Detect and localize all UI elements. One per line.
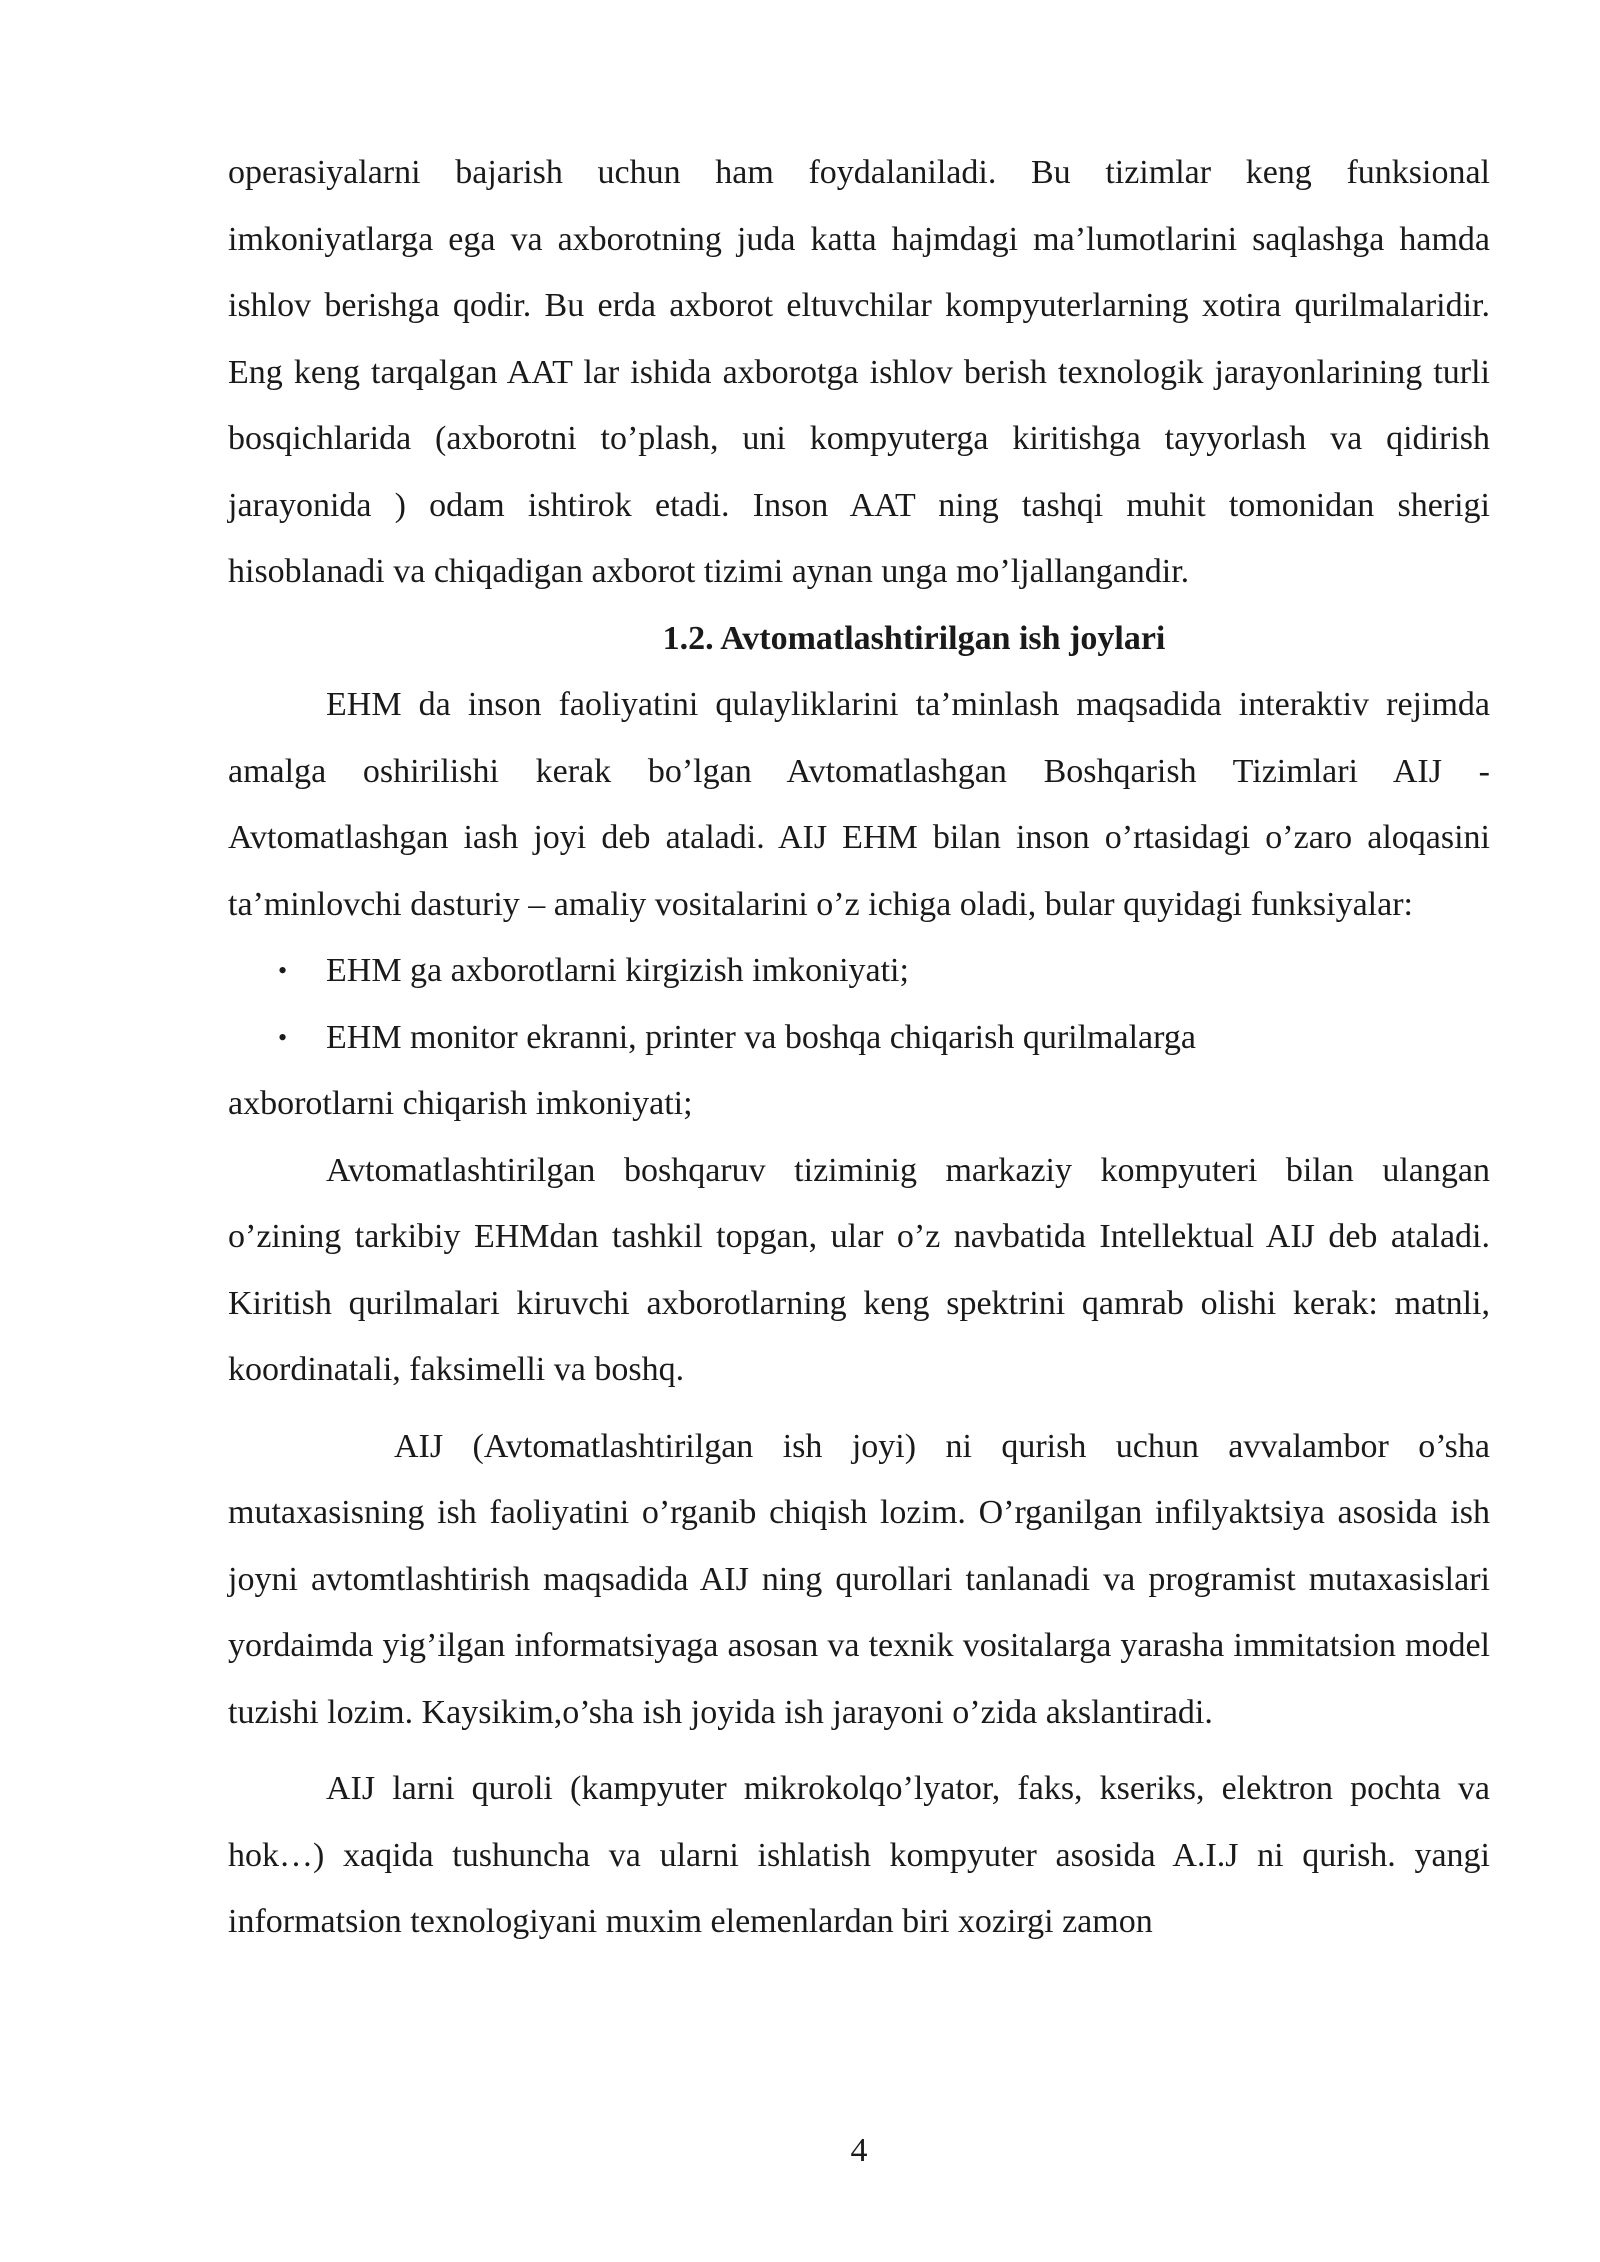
paragraph-aij-tools: AIJ larni quroli (kampyuter mikrokolqo’lyator, faks, kseriks, elektron pochta va hok…) xaqida tushuncha va ularni ishlatish kompyuter asosida A.I.J ni qurish. yangi informatsion texnologiyani muxim elemenlardan biri xozirgi zamon [228,1770,1490,1940]
list-item [228,1005,1490,1072]
intro-paragraph: operasiyalarni bajarish uchun ham foydalaniladi. Bu tizimlar keng funksional imkoniyatlarga ega va axborotning juda katta hajmdagi ma’lumotlarini saqlashga hamda ishlov berishga qodir. Bu erda axborot eltuvchilar kompyuterlarning xotira qurilmalaridir. Eng keng tarqalgan AAT lar ishida axborotga ishlov berish texnologik jarayonlarining turli bosqichlarida (axborotni to’plash, uni kompyuterga kiritishga tayyorlash va qidirish jarayonida ) odam ishtirok etadi. Inson AAT ning tashqi muhit tomonidan sherigi hisoblanadi va chiqadigan axborot tizimi aynan unga mo’ljallangandir. [228,154,1490,590]
list-item-text: EHM monitor ekranni, printer va boshqa chiqarish qurilmalarga [326,1018,1196,1056]
list-item-text: EHM ga axborotlarni kirgizish imkoniyati; [326,952,909,989]
section-heading: 1.2. Avtomatlashtirilgan ish joylari [662,619,1166,657]
paragraph-aij-building: AIJ (Avtomatlashtirilgan ish joyi) ni qurish uchun avvalambor o’sha mutaxasisning ish faoliyatini o’rganib chiqish lozim. O’rganilgan infilyaktsiya asosida ish joyni avtomtlashtirish maqsadida AIJ ning qurollari tanlanadi va programist mutaxasislari yordaimda yig’ilgan informatsiyaga asosan va texnik vositalarga yarasha immitatsion model tuzishi lozim. Kaysikim,o’sha ish joyida ish jarayoni o’zida akslantiradi. [228,1427,1490,1731]
page-number: 4 [850,2132,868,2169]
paragraph-aij-definition: EHM da inson faoliyatini qulayliklarini ta’minlash maqsadida interaktiv rejimda amalga oshirilishi kerak bo’lgan Avtomatlashgan Boshqarish Tizimlari AIJ - Avtomatlashgan iash joyi deb ataladi. AIJ EHM bilan inson o’rtasidagi o’zaro aloqasini ta’minlovchi dasturiy – amaliy vositalarini o’z ichiga oladi, bular quyidagi funksiyalar: [228,686,1490,923]
list-item [228,938,1490,1005]
paragraph-intellectual-aij: Avtomatlashtirilgan boshqaruv tiziminig markaziy kompyuteri bilan ulangan o’zining tarkibiy EHMdan tashkil topgan, ular o’z navbatida Intellektual AIJ deb ataladi. Kiritish qurilmalari kiruvchi axborotlarning keng spektrini qamrab olishi kerak: matnli, koordinatali, faksimelli va boshq. [228,1151,1490,1388]
bullet-icon: • [278,956,288,985]
bullet-icon: • [278,1022,288,1052]
function-list [228,938,1490,1071]
document-page [228,140,1490,1956]
list-item-continuation: axborotlarni chiqarish imkoniyati; [228,1085,693,1122]
